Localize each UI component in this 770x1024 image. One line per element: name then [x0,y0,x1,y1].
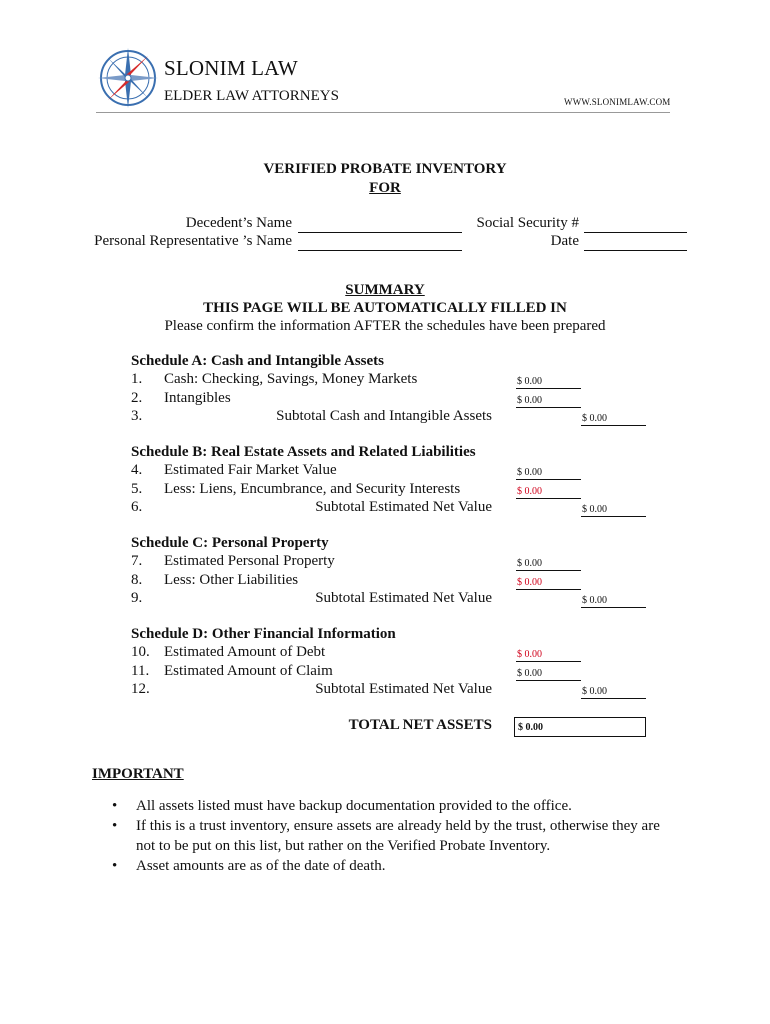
date-label: Date [550,233,579,249]
firm-name: SLONIM LAW [164,56,298,80]
line-number: 4. [131,462,143,478]
line-number: 2. [131,390,143,406]
decedent-name-label: Decedent’s Name [185,215,292,231]
personal-rep-name-label: Personal Representative ’s Name [94,233,292,249]
list-item [112,816,682,856]
line-label: Intangibles [164,390,231,406]
line-number: 9. [131,590,143,606]
confirm-instruction: Please confirm the information AFTER the schedules have been prepared [164,318,606,334]
line-number: 10. [131,644,150,660]
line-label: Estimated Personal Property [164,553,335,569]
amount-field[interactable]: $ 0.00 [516,668,581,681]
firm-website: WWW.SLONIMLAW.COM [564,97,671,107]
ssn-field[interactable] [584,232,687,233]
line-number: 11. [131,663,150,679]
schedule-d-heading: Schedule D: Other Financial Information [131,626,396,642]
subtotal-amount-field[interactable]: $ 0.00 [581,686,646,699]
subtotal-label: Subtotal Estimated Net Value [315,590,492,606]
liability-amount-field[interactable]: $ 0.00 [516,649,581,662]
header-divider [96,112,670,113]
line-number: 5. [131,481,143,497]
bullet-text: All assets listed must have backup documentation provided to the office. [136,798,572,814]
amount-field[interactable]: $ 0.00 [516,395,581,408]
firm-subtitle: ELDER LAW ATTORNEYS [164,88,339,104]
date-field[interactable] [584,250,687,251]
line-number: 3. [131,408,143,424]
amount-field[interactable]: $ 0.00 [516,376,581,389]
bullet-icon: • [112,798,118,814]
total-net-assets-label: TOTAL NET ASSETS [348,717,492,733]
subtotal-amount-field[interactable]: $ 0.00 [581,504,646,517]
list-item [112,856,682,876]
important-heading: IMPORTANT [92,766,184,782]
list-item [112,796,682,816]
bullet-text: Asset amounts are as of the date of death. [136,858,386,874]
ssn-label: Social Security # [476,215,579,231]
line-label: Estimated Fair Market Value [164,462,337,478]
line-number: 8. [131,572,143,588]
amount-field[interactable]: $ 0.00 [516,558,581,571]
bullet-icon: • [112,818,118,834]
subtotal-label: Subtotal Estimated Net Value [315,499,492,515]
line-number: 1. [131,371,143,387]
subtotal-amount-field[interactable]: $ 0.00 [581,413,646,426]
line-label: Estimated Amount of Claim [164,663,333,679]
document-title-for: FOR [369,180,401,196]
bullet-text: If this is a trust inventory, ensure assets are already held by the trust, otherwise they are not to be put on this list, but rather on the Verified Probate Inventory. [136,818,660,854]
summary-heading: SUMMARY [345,282,425,298]
subtotal-label: Subtotal Cash and Intangible Assets [276,408,492,424]
total-net-assets-value: $ 0.00 [518,722,543,733]
schedule-c-heading: Schedule C: Personal Property [131,535,329,551]
schedule-a-heading: Schedule A: Cash and Intangible Assets [131,353,384,369]
line-label: Cash: Checking, Savings, Money Markets [164,371,418,387]
schedule-b-heading: Schedule B: Real Estate Assets and Related Liabilities [131,444,476,460]
liability-amount-field[interactable]: $ 0.00 [516,486,581,499]
line-number: 12. [131,681,150,697]
line-label: Less: Liens, Encumbrance, and Security Interests [164,481,461,497]
subtotal-label: Subtotal Estimated Net Value [315,681,492,697]
auto-fill-notice: THIS PAGE WILL BE AUTOMATICALLY FILLED IN [203,300,567,316]
line-number: 6. [131,499,143,515]
important-list [112,796,682,876]
line-label: Estimated Amount of Debt [164,644,326,660]
line-number: 7. [131,553,143,569]
line-label: Less: Other Liabilities [164,572,299,588]
document-title: VERIFIED PROBATE INVENTORY [263,161,507,177]
compass-rose-logo-icon [96,46,160,110]
liability-amount-field[interactable]: $ 0.00 [516,577,581,590]
total-net-assets-field[interactable] [514,717,646,737]
personal-rep-name-field[interactable] [298,250,462,251]
decedent-name-field[interactable] [298,232,462,233]
bullet-icon: • [112,858,118,874]
subtotal-amount-field[interactable]: $ 0.00 [581,595,646,608]
amount-field[interactable]: $ 0.00 [516,467,581,480]
